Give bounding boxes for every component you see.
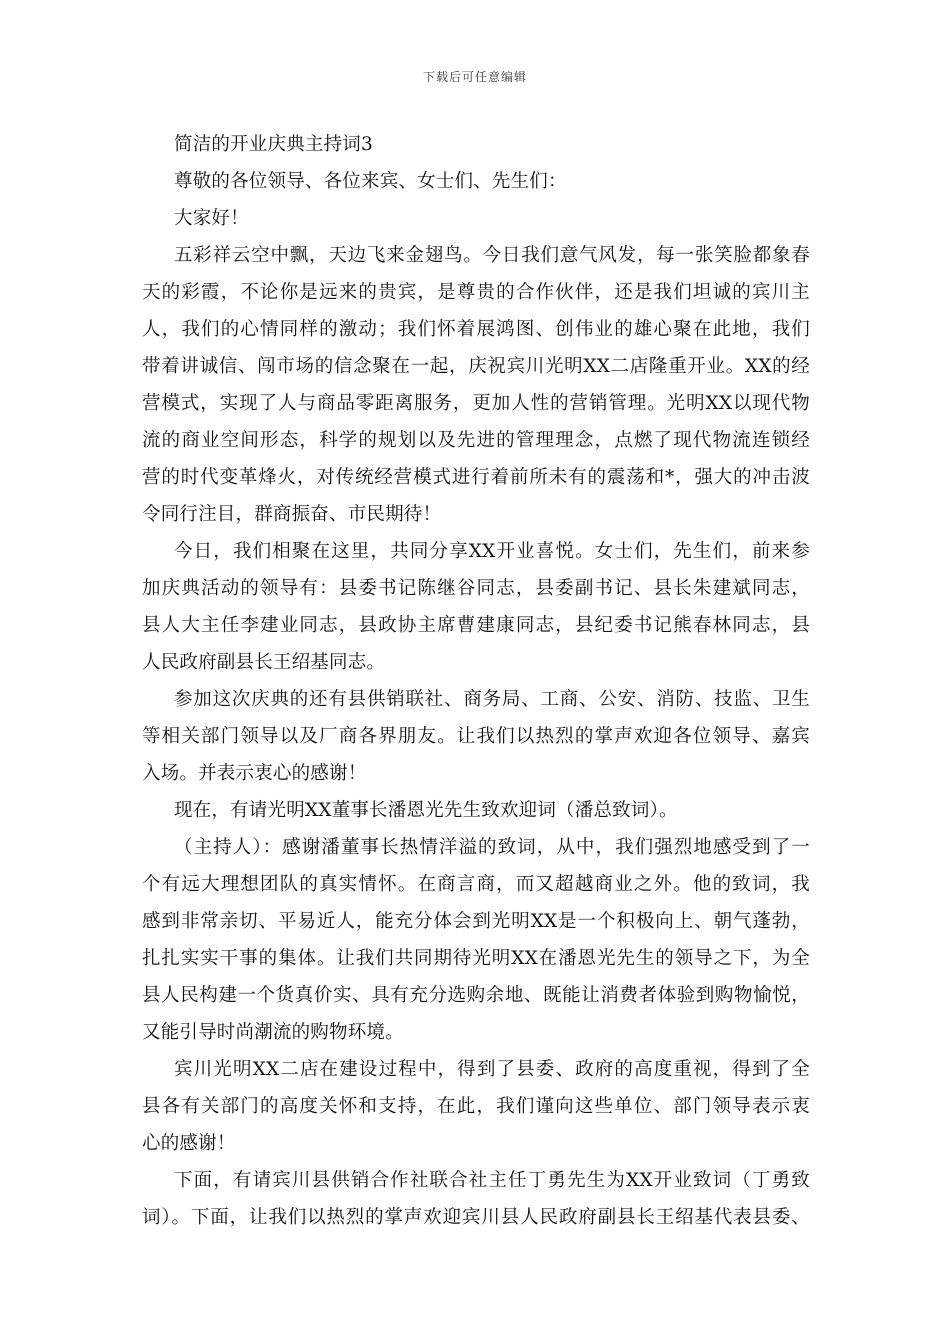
text-line: 大家好！ <box>174 208 249 229</box>
text-line: 尊敬的各位领导、各位来宾、女士们、先生们： <box>174 171 567 192</box>
text-line: 营的时代变革烽火，对传统经营模式进行着前所未有的震荡和*，强大的冲击波 <box>142 467 810 488</box>
text-line: 下面，有请宾川县供销合作社联合社主任丁勇先生为XX开业致词（丁勇致 <box>174 1170 810 1191</box>
text-line: 县人大主任李建业同志，县政协主席曹建康同志，县纪委书记熊春林同志，县 <box>142 615 810 636</box>
text-line: 人，我们的心情同样的激动；我们怀着展鸿图、创伟业的雄心聚在此地，我们 <box>142 319 810 340</box>
text-line: 入场。并表示衷心的感谢！ <box>142 763 367 784</box>
text-line: 宾川光明XX二店在建设过程中，得到了县委、政府的高度重视，得到了全 <box>174 1059 810 1080</box>
text-line: 个有远大理想团队的真实情怀。在商言商，而又超越商业之外。他的致词，我 <box>142 874 810 895</box>
text-line: 县人民构建一个货真价实、具有充分选购余地、既能让消费者体验到购物愉悦， <box>142 985 810 1006</box>
header-note: 下载后可任意编辑 <box>422 70 527 84</box>
text-line: 营模式，实现了人与商品零距离服务，更加人性的营销管理。光明XX以现代物 <box>142 393 810 414</box>
text-line: 感到非常亲切、平易近人，能充分体会到光明XX是一个积极向上、朝气蓬勃， <box>142 911 810 932</box>
text-line: 流的商业空间形态，科学的规划以及先进的管理理念，点燃了现代物流连锁经 <box>142 430 810 451</box>
text-line: 词）。下面，让我们以热烈的掌声欢迎宾川县人民政府副县长王绍基代表县委、 <box>142 1207 810 1228</box>
text-line: 五彩祥云空中飘，天边飞来金翅鸟。今日我们意气风发，每一张笑脸都象春 <box>174 245 810 266</box>
text-line: 县各有关部门的高度关怀和支持，在此，我们谨向这些单位、部门领导表示衷 <box>142 1096 810 1117</box>
text-line: 加庆典活动的领导有：县委书记陈继谷同志，县委副书记、县长朱建斌同志， <box>142 578 810 599</box>
text-line: 又能引导时尚潮流的购物环境。 <box>142 1022 404 1043</box>
text-line: 心的感谢！ <box>142 1133 236 1154</box>
text-line: 人民政府副县长王绍基同志。 <box>142 652 386 673</box>
text-line: 等相关部门领导以及厂商各界朋友。让我们以热烈的掌声欢迎各位领导、嘉宾 <box>142 726 810 747</box>
text-line: 现在，有请光明XX董事长潘恩光先生致欢迎词（潘总致词）。 <box>174 800 678 821</box>
document-body <box>142 126 810 1236</box>
text-line: 令同行注目，群商振奋、市民期待！ <box>142 504 442 525</box>
text-line: （主持人）：感谢潘董事长热情洋溢的致词，从中，我们强烈地感受到了一 <box>174 837 810 858</box>
text-line: 参加这次庆典的还有县供销联社、商务局、工商、公安、消防、技监、卫生 <box>174 689 810 710</box>
text-line: 天的彩霞，不论你是远来的贵宾，是尊贵的合作伙伴，还是我们坦诚的宾川主 <box>142 282 810 303</box>
text-line: 带着讲诚信、闯市场的信念聚在一起，庆祝宾川光明XX二店隆重开业。XX的经 <box>142 356 810 377</box>
text-line: 今日，我们相聚在这里，共同分享XX开业喜悦。女士们，先生们，前来参 <box>174 541 810 562</box>
text-line: 扎扎实实干事的集体。让我们共同期待光明XX在潘恩光先生的领导之下，为全 <box>142 948 810 969</box>
text-line: 简洁的开业庆典主持词3 <box>174 134 373 155</box>
